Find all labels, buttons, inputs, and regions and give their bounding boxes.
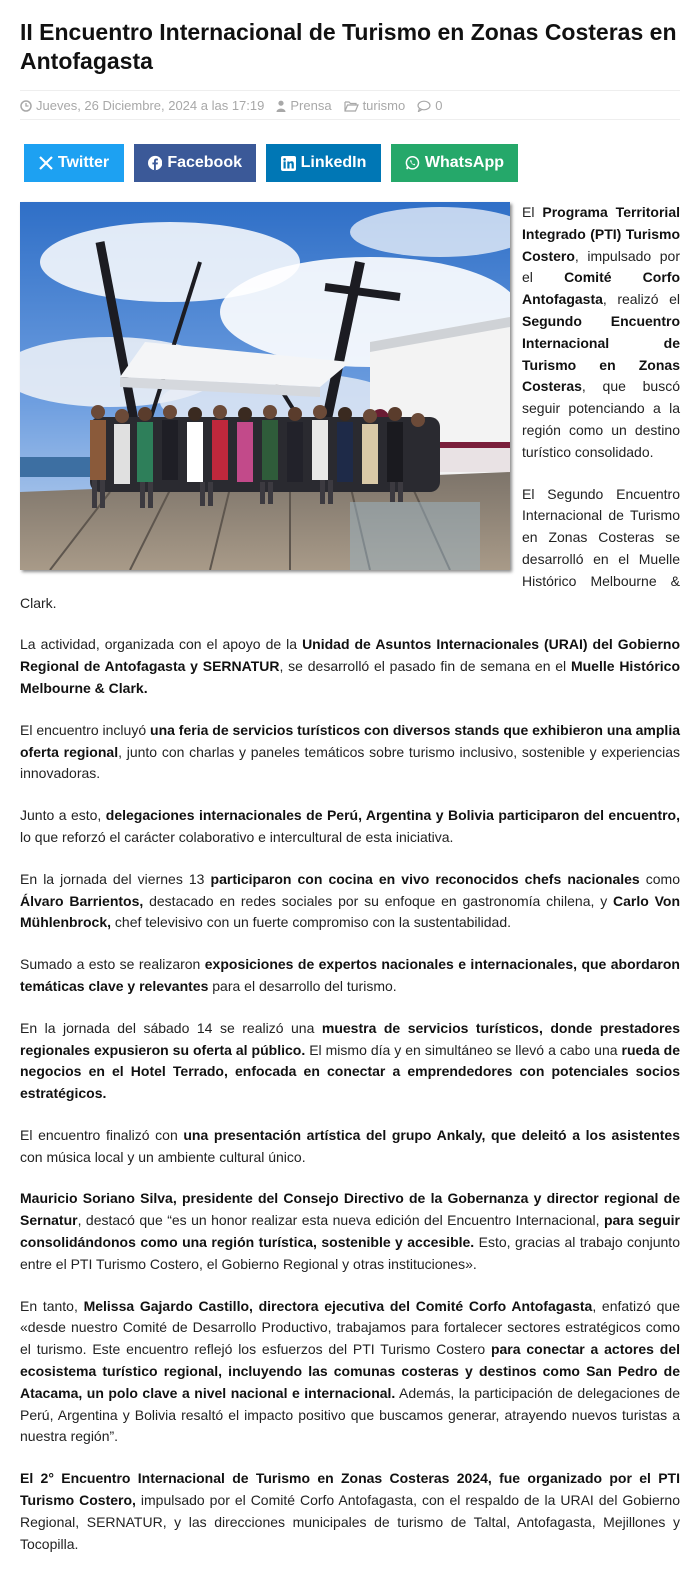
paragraph-9 [20,1125,680,1169]
paragraph-10-text [20,1190,680,1271]
bold-text-run: Unidad de Asuntos Internacionales (URAI) del Gobierno Regional de Antofagasta y SERNATUR [20,636,680,675]
text-run: , junto con charlas y paneles temáticos sobre turismo inclusivo, sostenible y experiencias innovadoras. [20,743,680,782]
text-run: , enfatizó que «desde nuestro Comité de Desarrollo Productivo, trabajamos para fortalecer sectores estratégicos como el turismo. Este encuentro reflejó los esfuerzos del PTI Turismo Costero [20,1297,681,1358]
text-run: Además, la participación de delegaciones de Perú, Argentina y Bolivia resaltó el impacto positivo que buscamos generar, atrayendo nuevos turistas a nuestra región”. [20,1384,680,1445]
bold-text-run: para conectar a actores del ecosistema turístico regional, incluyendo las comunas costeras y destinos como San Pedro de Atacama, un polo clave a nivel nacional e internacional. [20,1341,680,1401]
bold-text-run: para seguir consolidándonos como una región turística, sostenible y accesible. [20,1212,681,1251]
group-photo-illustration [20,202,510,570]
post-author-text[interactable]: Prensa [290,98,332,113]
bold-text-run: Muelle Histórico Melbourne & Clark. [20,658,680,696]
bold-text-run: rueda de negocios en el Hotel Terrado, enfocada en conectar a emprendedores con potenciales socios estratégicos. [20,1041,680,1102]
text-run: En la jornada del sábado 14 se realizó una [20,1019,322,1036]
paragraph-12-text [20,1470,680,1551]
bold-text-run: Segundo Encuentro Internacional de Turismo en Zonas Costeras [522,312,680,395]
paragraph-8-text [20,1020,680,1101]
text-run: , destacó que “es un honor realizar esta nueva edición del Encuentro Internacional, [77,1212,604,1229]
paragraph-4-text [20,722,680,782]
clock-icon [20,100,32,112]
text-run: chef televisivo con un fuerte compromiso con la sustentabilidad. [111,914,512,931]
bold-text-run: una feria de servicios turísticos con diversos stands que exhibieron una amplia oferta regional [20,721,680,760]
paragraph-3-text [20,636,680,696]
folder-icon [344,100,359,112]
paragraph-6-text [20,871,680,931]
paragraph-8 [20,1018,680,1105]
paragraph-1-text [522,204,680,460]
article-photo [20,202,510,570]
bold-text-run: Álvaro Barrientos, [20,892,144,909]
share-twitter-button[interactable] [24,144,124,182]
paragraph-4 [20,720,680,785]
text-run: En tanto, [20,1297,84,1314]
comment-icon [417,100,431,112]
share-linkedin-label: LinkedIn [300,154,367,171]
post-category[interactable] [344,98,406,113]
paragraph-5-text [20,807,680,845]
text-run: impulsado por el Comité Corfo Antofagasta, con el respaldo de la URAI del Gobierno Regional, SERNATUR, y las direcciones municipales de turismo de Taltal, Antofagasta, Mejillones y Tocopilla. [20,1492,680,1552]
linkedin-icon [281,156,296,171]
text-run: lo que reforzó el carácter colaborativo e intercultural de esta iniciativa. [20,828,454,845]
bold-text-run: muestra de servicios turísticos, donde prestadores regionales expusieron su oferta al público. [20,1019,680,1058]
bold-text-run: exposiciones de expertos nacionales e internacionales, que abordaron temáticas clave y relevantes [20,956,680,994]
text-run: destacado en redes sociales por su enfoque en gastronomía chilena, y [143,892,614,909]
bold-text-run: una presentación artística del grupo Ankaly, que deleitó a los asistentes [183,1126,680,1143]
article-body [20,202,680,1555]
share-buttons [24,144,680,182]
paragraph-6 [20,869,680,934]
text-run: , se desarrolló el pasado fin de semana en el [279,658,571,675]
bold-text-run: participaron con cocina en vivo reconocidos chefs nacionales [210,870,640,887]
text-run: En la jornada del viernes 13 [20,870,211,887]
text-run: para el desarrollo del turismo. [208,977,397,994]
bold-text-run: Carlo Von Mühlenbrock, [20,892,681,931]
text-run: El encuentro incluyó [20,721,151,738]
text-run: , realizó el [602,291,680,308]
share-whatsapp-button[interactable] [391,144,518,182]
share-facebook-button[interactable] [134,144,256,182]
bold-text-run: El 2° Encuentro Internacional de Turismo en Zonas Costeras 2024, fue organizado por el PTI Turismo Costero, [20,1470,680,1509]
user-icon [276,100,286,112]
bold-text-run: delegaciones internacionales de Perú, Argentina y Bolivia participaron del encuentro, [105,807,680,824]
paragraph-10 [20,1188,680,1275]
paragraph-11-text [20,1298,680,1445]
bold-text-run: Comité Corfo Antofagasta [522,269,680,308]
paragraph-12 [20,1468,680,1555]
paragraph-11 [20,1296,680,1449]
facebook-icon [148,155,162,171]
post-meta [20,90,680,120]
share-facebook-label: Facebook [167,154,242,171]
bold-text-run: Melissa Gajardo Castillo, directora ejecutiva del Comité Corfo Antofagasta [83,1297,593,1314]
bold-text-run: Programa Territorial Integrado (PTI) Turismo Costero [522,204,680,264]
text-run: como [639,870,681,887]
text-run: , impulsado por el [522,247,680,286]
paragraph-3 [20,634,680,699]
share-twitter-label: Twitter [57,154,110,171]
paragraph-7-text [20,956,680,994]
post-comments[interactable] [417,98,442,113]
bold-text-run: Mauricio Soriano Silva, presidente del Consejo Directivo de la Gobernanza y director regional de Sernatur [20,1190,680,1229]
post-category-text[interactable]: turismo [362,98,406,113]
share-linkedin-button[interactable] [266,144,381,182]
paragraph-5 [20,805,680,849]
text-run: , que buscó seguir potenciando a la región como un destino turístico consolidado. [522,378,680,460]
whatsapp-icon [405,155,420,171]
text-run: El [522,204,543,220]
post-comments-count[interactable]: 0 [435,98,443,113]
share-whatsapp-label: WhatsApp [424,154,504,171]
text-run: La actividad, organizada con el apoyo de la [20,636,303,653]
text-run: con música local y un ambiente cultural único. [20,1148,306,1165]
text-run: El Segundo Encuentro Internacional de Turismo en Zonas Costeras se desarrolló en el Muelle Histórico Melbourne & Clark. [20,485,680,611]
paragraph-9-text [20,1127,680,1165]
post-date [20,98,264,113]
text-run: El mismo día y en simultáneo se llevó a cabo una [305,1041,622,1058]
post-date-text: Jueves, 26 Diciembre, 2024 a las 17:19 [36,98,265,113]
x-logo-icon [39,156,53,170]
text-run: El encuentro finalizó con [20,1126,184,1143]
article-title: II Encuentro Internacional de Turismo en Zonas Costeras en Antofagasta [20,19,677,74]
text-run: Esto, gracias al trabajo conjunto entre el PTI Turismo Costero, el Gobierno Regional y otras instituciones». [20,1234,680,1272]
post-author[interactable] [276,98,331,113]
text-run: Sumado a esto se realizaron [20,956,205,973]
paragraph-7 [20,954,680,998]
text-run: Junto a esto, [20,807,106,824]
